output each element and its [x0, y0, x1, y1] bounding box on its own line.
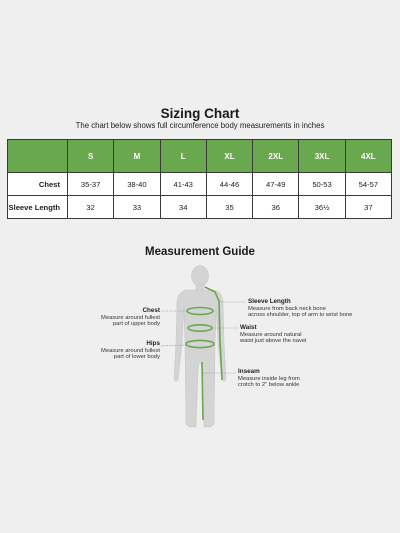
chest-label-title: Chest: [142, 307, 160, 314]
chest-label-desc: part of upper body: [112, 321, 160, 328]
inseam-line: [202, 362, 203, 420]
waist-label: [240, 325, 360, 345]
table-cell: 36: [253, 196, 299, 219]
sleeve-length-label-desc: across shoulder, top of arm to wrist bone: [248, 312, 353, 319]
row-label: Chest: [8, 173, 68, 196]
header-cell: 2XL: [253, 140, 299, 173]
header-cell: M: [114, 140, 160, 173]
page-subtitle: The chart below shows full circumference body measurements in inches: [75, 121, 325, 130]
inseam-label-title: Inseam: [238, 368, 260, 375]
table-cell: 44-46: [206, 173, 252, 196]
table-cell: 41-43: [160, 173, 206, 196]
inseam-label-desc: crotch to 2" below ankle: [238, 382, 300, 389]
header-cell: S: [68, 140, 114, 173]
table-cell: 38-40: [114, 173, 160, 196]
table-cell: 35: [206, 196, 252, 219]
table-cell: 32: [68, 196, 114, 219]
header-cell: 3XL: [299, 140, 345, 173]
hips-label-desc: part of lower body: [113, 354, 160, 361]
header-cell: 4XL: [345, 140, 391, 173]
chest-label-desc: Measure around fullest: [101, 314, 160, 321]
hips-label-desc: Measure around fullest: [101, 347, 160, 354]
inseam-label-desc: Measure inside leg from: [238, 375, 300, 382]
hips-label-title: Hips: [146, 340, 160, 347]
table-cell: 35-37: [68, 173, 114, 196]
table-cell: 34: [160, 196, 206, 219]
header-cell: L: [160, 140, 206, 173]
row-label: Sleeve Length: [8, 196, 68, 219]
header-cell: XL: [206, 140, 252, 173]
table-cell: 37: [345, 196, 391, 219]
table-cell: 36½: [299, 196, 345, 219]
human-silhouette: [174, 266, 226, 428]
waist-label-desc: Measure around natural: [240, 331, 302, 338]
sleeve-length-label-desc: Measure from back neck bone: [248, 305, 326, 312]
table-cell: 54-57: [345, 173, 391, 196]
waist-label-title: Waist: [240, 324, 257, 331]
table-cell: 47-49: [253, 173, 299, 196]
table-cell: 33: [114, 196, 160, 219]
inseam-label: [238, 369, 358, 389]
sleeve-length-label-title: Sleeve Length: [248, 298, 291, 305]
table-cell: 50-53: [299, 173, 345, 196]
sleeve-length-label: [248, 299, 388, 319]
waist-label-desc: waist just above the navel: [240, 338, 307, 345]
chest-label: [90, 308, 160, 328]
page-title: Sizing Chart: [160, 106, 240, 121]
measurement-guide-title: Measurement Guide: [145, 246, 255, 258]
hips-label: [90, 341, 160, 361]
